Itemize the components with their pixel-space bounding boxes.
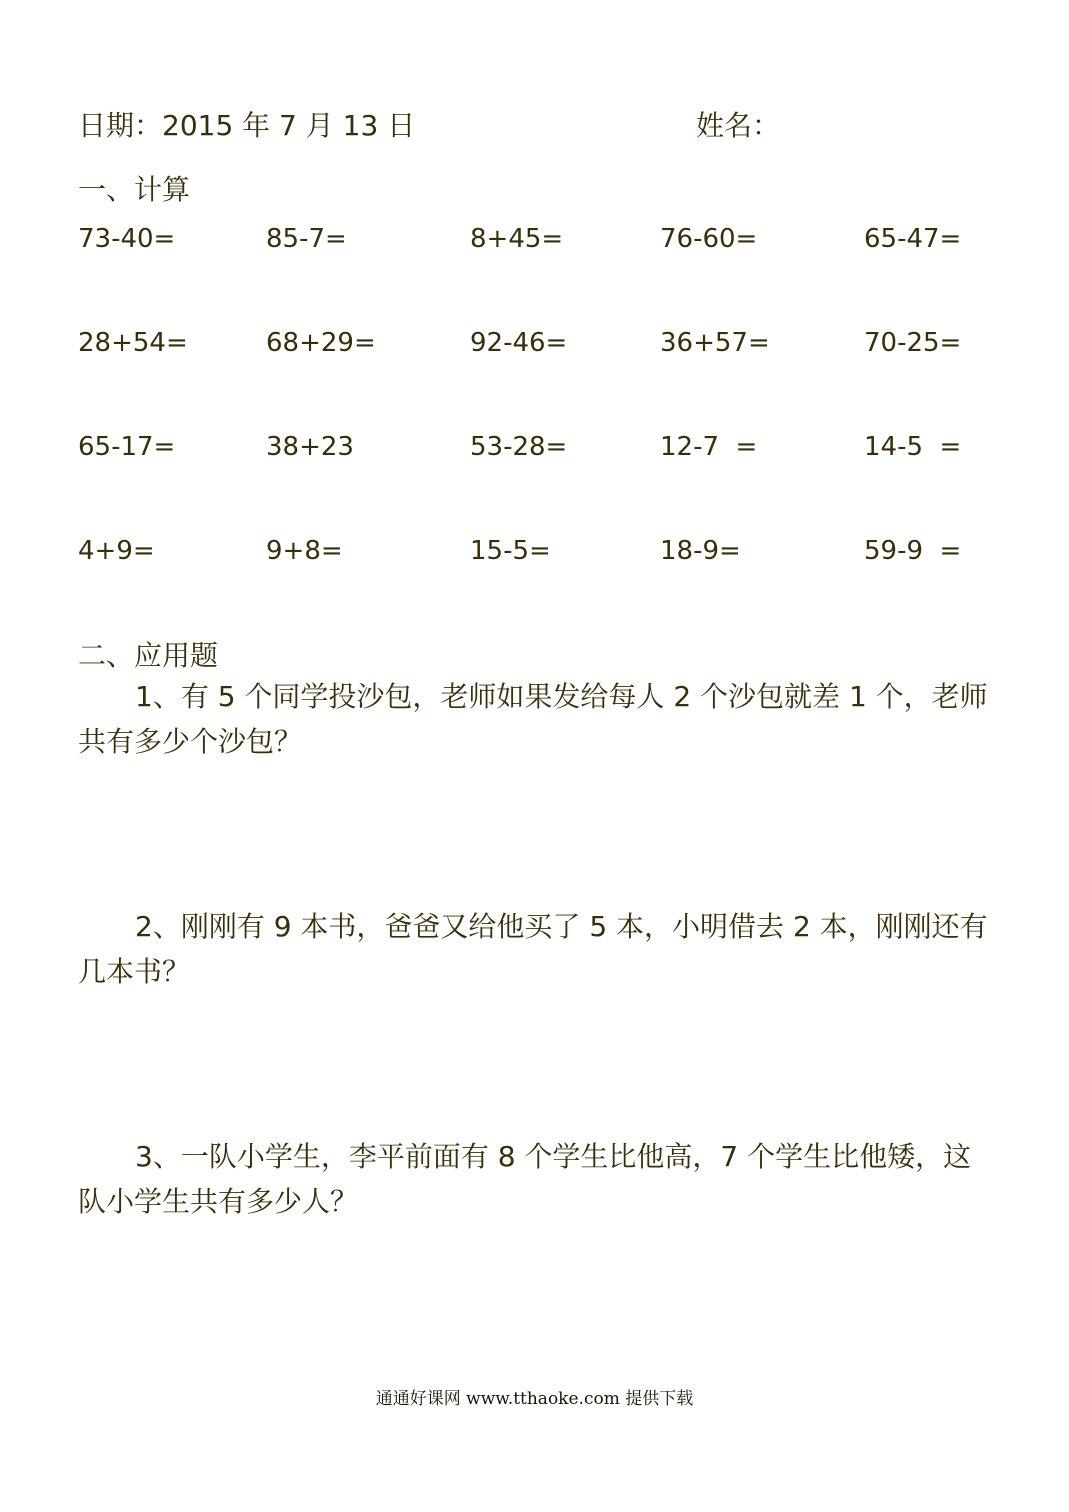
problem-item: 92-46= [470, 328, 568, 358]
section-title-calculation: 一、计算 [78, 173, 191, 206]
word-problem-line: 队小学生共有多少人？ [78, 1185, 359, 1218]
problem-item: 18-9= [660, 536, 741, 566]
problem-item: 15-5= [470, 536, 551, 566]
problem-row [0, 224, 1069, 264]
problem-item: 9+8= [266, 536, 343, 566]
footer-credit: 通通好课网 www.tthaoke.com 提供下载 [375, 1389, 694, 1409]
word-problem-line: 1、有 5 个同学投沙包，老师如果发给每人 2 个沙包就差 1 个，老师 [135, 680, 988, 713]
word-problem [78, 904, 998, 994]
problem-row [0, 536, 1069, 576]
problem-item: 36+57= [660, 328, 770, 358]
problem-item: 68+29= [266, 328, 376, 358]
problem-item: 70-25= [864, 328, 962, 358]
word-problem [78, 674, 998, 764]
word-problem-line: 3、一队小学生，李平前面有 8 个学生比他高，7 个学生比他矮，这 [135, 1140, 972, 1173]
problem-row [0, 328, 1069, 368]
date-label: 日期：2015 年 7 月 13 日 [78, 109, 416, 142]
word-problem [78, 1134, 998, 1224]
problem-item: 28+54= [78, 328, 188, 358]
word-problem-line: 2、刚刚有 9 本书，爸爸又给他买了 5 本，小明借去 2 本，刚刚还有 [135, 910, 988, 943]
name-label: 姓名： [696, 109, 781, 142]
problem-row [0, 432, 1069, 472]
problem-item: 65-47= [864, 224, 962, 254]
word-problem-line: 共有多少个沙包？ [78, 725, 303, 758]
problem-item: 4+9= [78, 536, 155, 566]
problem-item: 12-7 = [660, 432, 758, 462]
problem-item: 53-28= [470, 432, 568, 462]
problem-item: 59-9 = [864, 536, 962, 566]
problem-item: 14-5 = [864, 432, 962, 462]
problem-item: 76-60= [660, 224, 758, 254]
problem-item: 8+45= [470, 224, 564, 254]
section-title-word-problems: 二、应用题 [78, 639, 219, 672]
problem-item: 38+23 [266, 432, 354, 462]
problem-item: 73-40= [78, 224, 176, 254]
problem-item: 85-7= [266, 224, 347, 254]
problem-item: 65-17= [78, 432, 176, 462]
word-problem-line: 几本书？ [78, 955, 191, 988]
